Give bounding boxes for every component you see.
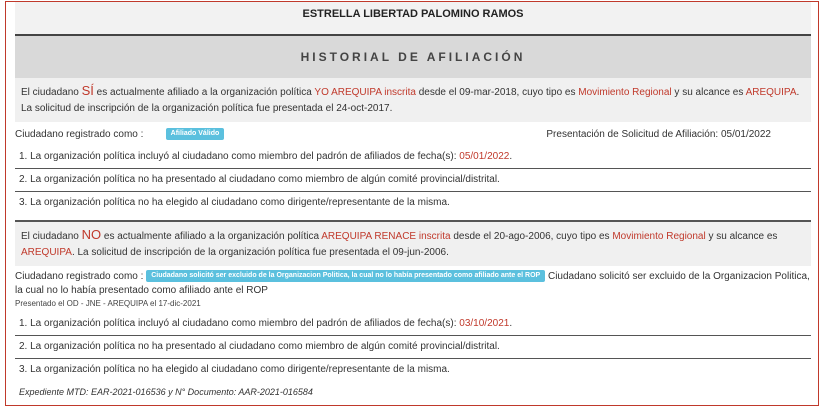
status-description-2: Ciudadano solicitó ser excluido de la Organizacion Politica, la cual no lo había presentado como afiliado ante el ROP [15, 271, 810, 296]
registration-row-2 [15, 266, 811, 298]
list-item: 1. La organización política incluyó al ciudadano como miembro del padrón de afiliados de fecha(s): 05/01/2022. [15, 146, 811, 169]
expediente-note: Expediente MTD: EAR-2021-016536 y N° Documento: AAR-2021-016584 [19, 387, 313, 397]
affiliation-summary-2: El ciudadano NO es actualmente afiliado a la organización política AREQUIPA RENACE inscrita desde el 20-ago-2006, cuyo tipo es Movimiento Regional y su alcance es AREQUIPA. La solicitud de inscripción de la organización política fue presentada el 09-jun-2006. [15, 222, 811, 266]
list-item: 2. La organización política no ha presentado al ciudadano como miembro de algún comité provincial/distrital. [15, 169, 811, 192]
affiliation-summary-1: El ciudadano SÍ es actualmente afiliado a la organización política YO AREQUIPA inscrita desde el 09-mar-2018, cuyo tipo es Movimiento Regional y su alcance es AREQUIPA. La solicitud de inscripción de la organización política fue presentada el 24-oct-2017. [15, 78, 811, 122]
presentacion-date: Presentación de Solicitud de Afiliación: 05/01/2022 [546, 129, 771, 140]
status-badge-1: Afiliado Válido [166, 128, 225, 140]
padron-date-2: 03/10/2021 [459, 318, 510, 329]
org-type-1: Movimiento Regional [578, 87, 672, 98]
registration-row-1 [15, 122, 811, 146]
list-item: 1. La organización política incluyó al ciudadano como miembro del padrón de afiliados de fecha(s): 03/10/2021. [15, 313, 811, 336]
status-no: NO [81, 227, 102, 242]
registrado-label-2: Ciudadano registrado como : [15, 271, 144, 282]
registrado-label-1: Ciudadano registrado como : [15, 129, 144, 140]
org-scope-1: AREQUIPA [745, 87, 797, 98]
org-scope-2: AREQUIPA [21, 247, 72, 258]
org-name-1: YO AREQUIPA inscrita [314, 87, 416, 98]
org-type-2: Movimiento Regional [612, 231, 706, 242]
status-badge-2: Ciudadano solicitó ser excluido de la Organizacion Politica, la cual no lo había presentado como afiliado ante el ROP [146, 270, 545, 282]
list-item: 3. La organización política no ha elegido al ciudadano como dirigente/representante de la misma. [19, 197, 450, 208]
citizen-name: ESTRELLA LIBERTAD PALOMINO RAMOS [15, 2, 811, 34]
document-frame [5, 1, 819, 406]
list-item: 2. La organización política no ha presentado al ciudadano como miembro de algún comité provincial/distrital. [15, 336, 811, 359]
presentado-note: Presentado el OD - JNE - AREQUIPA el 17-dic-2021 [15, 299, 201, 308]
padron-date-1: 05/01/2022 [459, 151, 510, 162]
section-title: HISTORIAL DE AFILIACIÓN [15, 34, 811, 78]
content [15, 2, 811, 397]
list-item: 3. La organización política no ha elegido al ciudadano como dirigente/representante de la misma. [19, 364, 450, 375]
status-si: SÍ [81, 83, 94, 98]
org-name-2: AREQUIPA RENACE inscrita [321, 231, 451, 242]
